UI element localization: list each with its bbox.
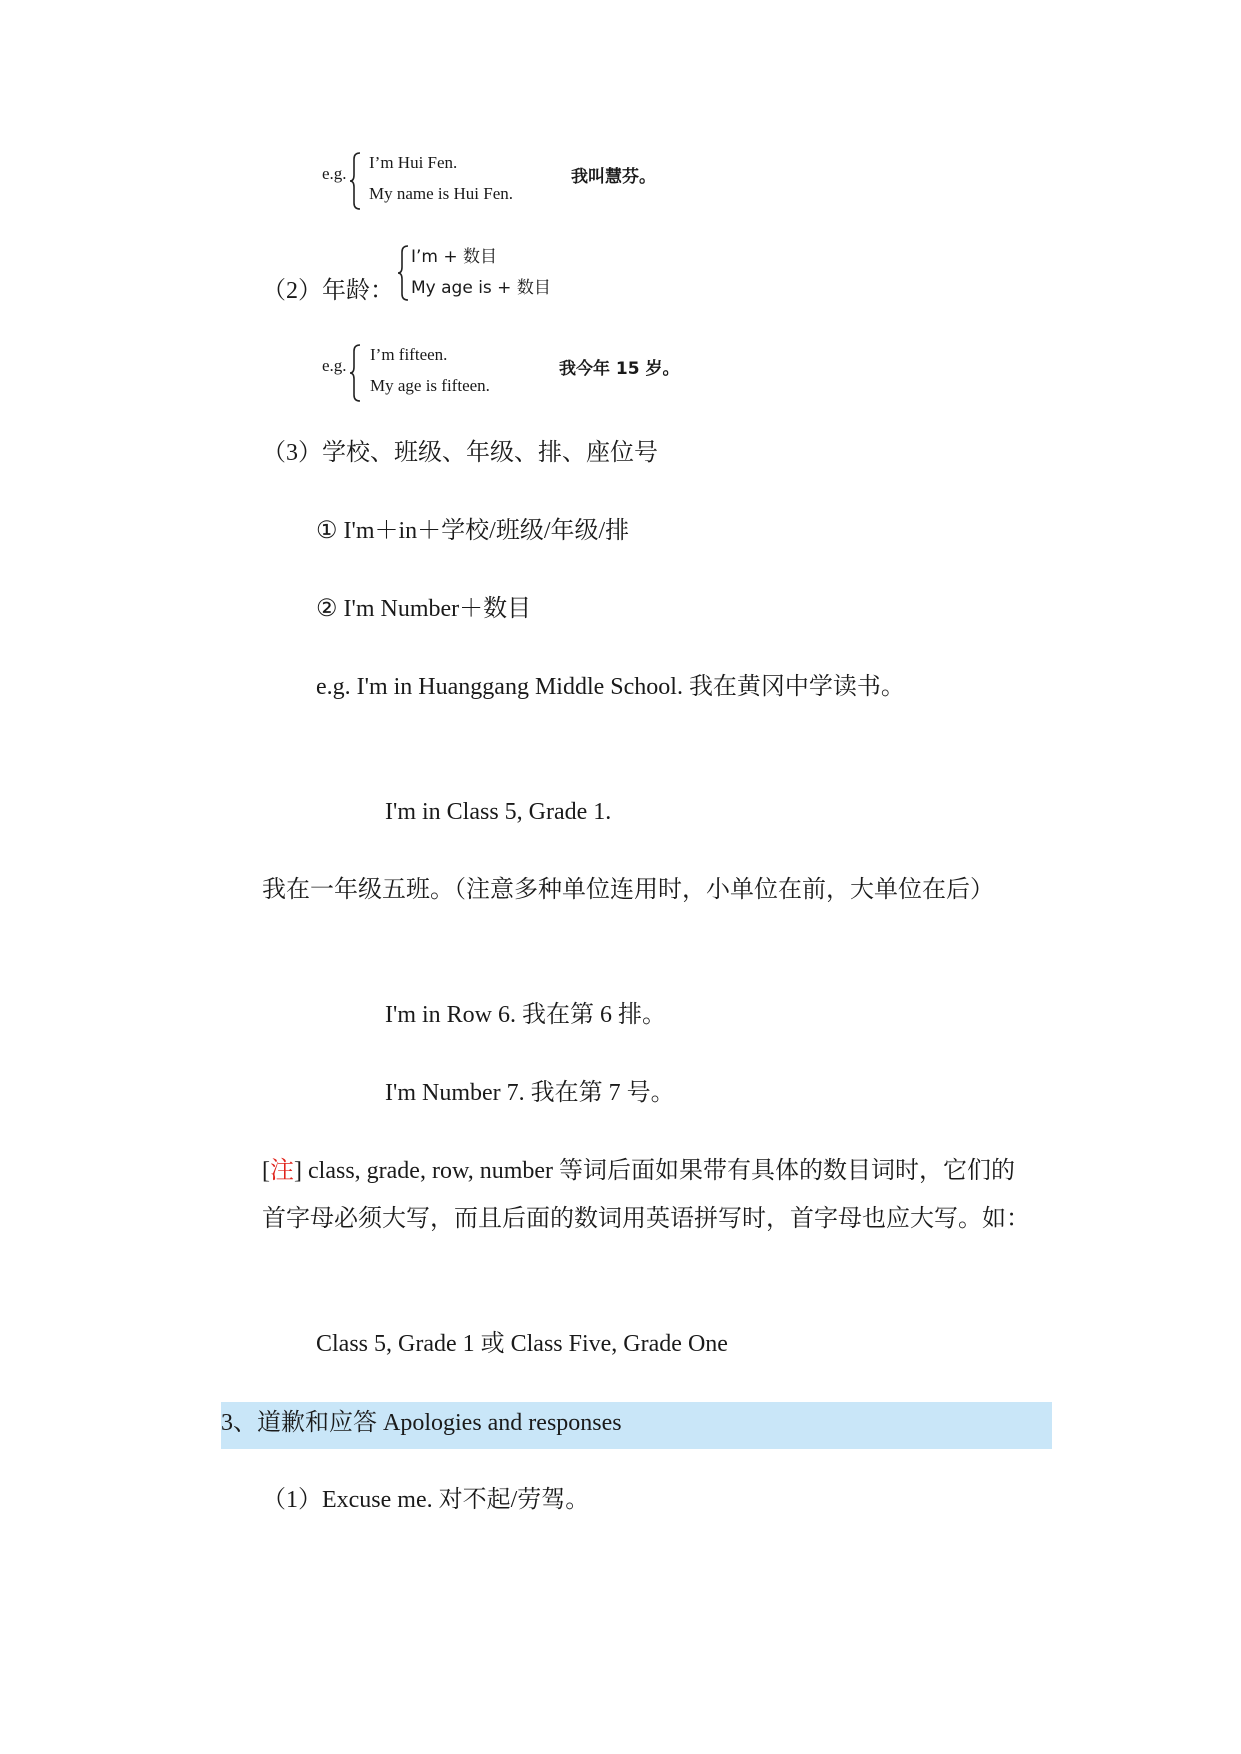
note-example: Class 5, Grade 1 或 Class Five, Grade One	[316, 1331, 728, 1357]
age-heading: （2）年龄：	[262, 278, 394, 304]
curly-brace-icon	[348, 151, 364, 211]
curly-brace-icon	[348, 343, 364, 403]
example-sentence: I'm Number 7. 我在第 7 号。	[385, 1080, 675, 1106]
rule-item: ① I'm＋in＋学校/班级/年级/排	[316, 518, 630, 544]
list-item: （1）Excuse me. 对不起/劳驾。	[262, 1487, 590, 1513]
example-line: My age is fifteen.	[370, 376, 490, 395]
curly-brace-icon	[397, 244, 411, 302]
section-heading: （3）学校、班级、年级、排、座位号	[262, 440, 658, 466]
example-sentence: e.g. I'm in Huanggang Middle School. 我在黄冈中学读书。	[316, 674, 905, 700]
example-translation: 我在一年级五班。（注意多种单位连用时，小单位在前，大单位在后）	[262, 877, 994, 903]
example-line: My name is Hui Fen.	[369, 184, 514, 203]
note-bracket: [	[262, 1158, 270, 1184]
note-mark: 注	[270, 1158, 294, 1184]
example-line: I’m Hui Fen.	[369, 153, 458, 172]
example-line: I’m fifteen.	[370, 345, 448, 364]
eg-label: e.g.	[322, 356, 347, 375]
note-text: class, grade, row, number 等词后面如果带有具体的数目词时，它们的	[302, 1158, 1016, 1184]
rule-item: ② I'm Number＋数目	[316, 596, 532, 622]
age-pattern: My age is + 数目	[411, 278, 551, 298]
note-line: 首字母必须大写，而且后面的数词用英语拼写时，首字母也应大写。如：	[262, 1206, 1030, 1232]
translation: 我今年 15 岁。	[559, 359, 680, 379]
age-pattern: I’m + 数目	[411, 247, 498, 267]
note-bracket: ]	[294, 1158, 302, 1184]
section-heading: 3、道歉和应答 Apologies and responses	[221, 1410, 622, 1436]
eg-label: e.g.	[322, 164, 347, 183]
example-sentence: I'm in Class 5, Grade 1.	[385, 799, 612, 825]
note-line	[262, 1156, 1015, 1186]
example-sentence: I'm in Row 6. 我在第 6 排。	[385, 1002, 666, 1028]
translation: 我叫慧芬。	[571, 167, 656, 187]
